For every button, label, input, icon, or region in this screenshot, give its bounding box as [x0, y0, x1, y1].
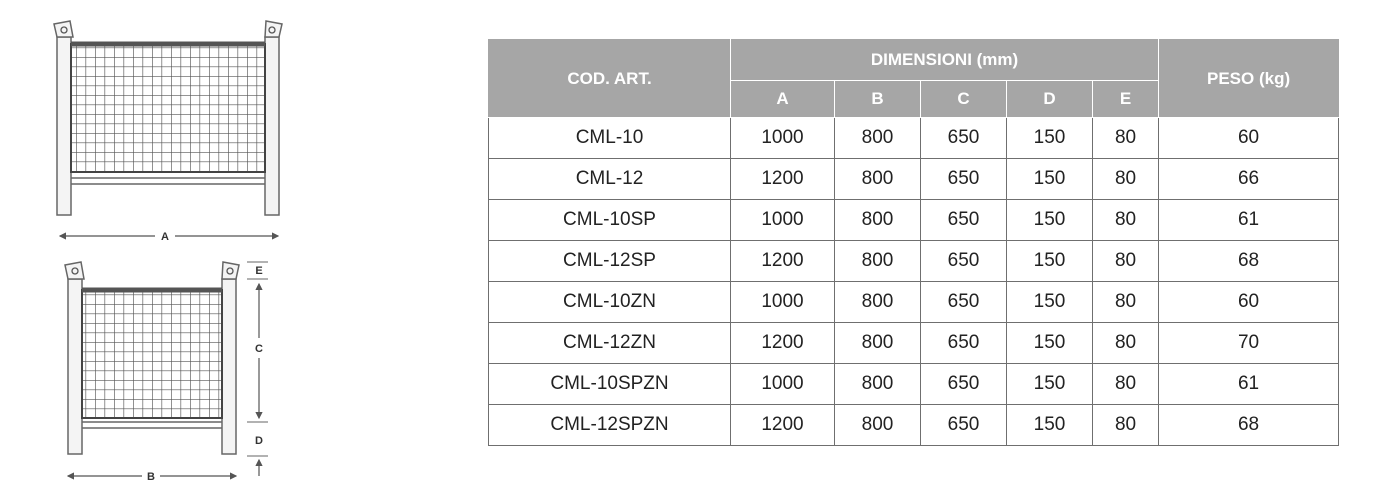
cell-e: 80 [1093, 364, 1159, 405]
cell-c: 650 [921, 282, 1007, 323]
cell-c: 650 [921, 364, 1007, 405]
cell-d: 150 [1007, 282, 1093, 323]
dimension-label-e: E [255, 265, 263, 277]
dimension-label-c: C [255, 343, 263, 355]
cell-code: CML-12ZN [489, 323, 731, 364]
cell-a: 1200 [731, 159, 835, 200]
header-dim-e: E [1093, 81, 1159, 118]
cell-e: 80 [1093, 405, 1159, 446]
front-view [54, 21, 282, 243]
cell-d: 150 [1007, 159, 1093, 200]
table-row [489, 159, 1339, 200]
cell-weight: 61 [1159, 364, 1339, 405]
cell-d: 150 [1007, 405, 1093, 446]
cell-c: 650 [921, 241, 1007, 282]
cell-b: 800 [835, 405, 921, 446]
cell-e: 80 [1093, 200, 1159, 241]
header-code: COD. ART. [489, 40, 731, 118]
cell-c: 650 [921, 200, 1007, 241]
cell-b: 800 [835, 118, 921, 159]
table-row [489, 364, 1339, 405]
table-row [489, 241, 1339, 282]
cell-a: 1000 [731, 282, 835, 323]
cell-d: 150 [1007, 323, 1093, 364]
header-dim-c: C [921, 81, 1007, 118]
cell-a: 1000 [731, 118, 835, 159]
header-dim-d: D [1007, 81, 1093, 118]
cell-e: 80 [1093, 159, 1159, 200]
cell-weight: 60 [1159, 282, 1339, 323]
cell-weight: 60 [1159, 118, 1339, 159]
header-dim-b: B [835, 81, 921, 118]
cell-e: 80 [1093, 241, 1159, 282]
cell-c: 650 [921, 405, 1007, 446]
cell-code: CML-10SPZN [489, 364, 731, 405]
side-view [65, 262, 268, 483]
cell-e: 80 [1093, 323, 1159, 364]
cell-b: 800 [835, 200, 921, 241]
header-dimensions: DIMENSIONI (mm) [731, 40, 1159, 81]
container-diagram [0, 0, 300, 504]
cell-code: CML-10 [489, 118, 731, 159]
cell-e: 80 [1093, 118, 1159, 159]
cell-b: 800 [835, 364, 921, 405]
cell-b: 800 [835, 282, 921, 323]
cell-d: 150 [1007, 364, 1093, 405]
cell-c: 650 [921, 118, 1007, 159]
cell-weight: 68 [1159, 405, 1339, 446]
cell-b: 800 [835, 241, 921, 282]
technical-drawing [0, 0, 300, 504]
cell-b: 800 [835, 323, 921, 364]
dimension-label-d: D [255, 435, 263, 447]
cell-b: 800 [835, 159, 921, 200]
cell-code: CML-12 [489, 159, 731, 200]
cell-weight: 68 [1159, 241, 1339, 282]
table-row [489, 282, 1339, 323]
cell-code: CML-10ZN [489, 282, 731, 323]
cell-d: 150 [1007, 118, 1093, 159]
cell-a: 1200 [731, 241, 835, 282]
cell-code: CML-10SP [489, 200, 731, 241]
header-weight: PESO (kg) [1159, 40, 1339, 118]
cell-d: 150 [1007, 200, 1093, 241]
table-row [489, 200, 1339, 241]
table-row [489, 405, 1339, 446]
cell-code: CML-12SP [489, 241, 731, 282]
specifications-table [488, 39, 1339, 446]
cell-a: 1000 [731, 200, 835, 241]
cell-e: 80 [1093, 282, 1159, 323]
cell-d: 150 [1007, 241, 1093, 282]
header-dim-a: A [731, 81, 835, 118]
cell-c: 650 [921, 323, 1007, 364]
cell-a: 1200 [731, 405, 835, 446]
cell-code: CML-12SPZN [489, 405, 731, 446]
dimension-label-a: A [161, 231, 169, 243]
table-row [489, 118, 1339, 159]
cell-weight: 61 [1159, 200, 1339, 241]
cell-a: 1200 [731, 323, 835, 364]
cell-weight: 66 [1159, 159, 1339, 200]
cell-c: 650 [921, 159, 1007, 200]
table-row [489, 323, 1339, 364]
cell-a: 1000 [731, 364, 835, 405]
dimension-label-b: B [147, 471, 155, 483]
cell-weight: 70 [1159, 323, 1339, 364]
